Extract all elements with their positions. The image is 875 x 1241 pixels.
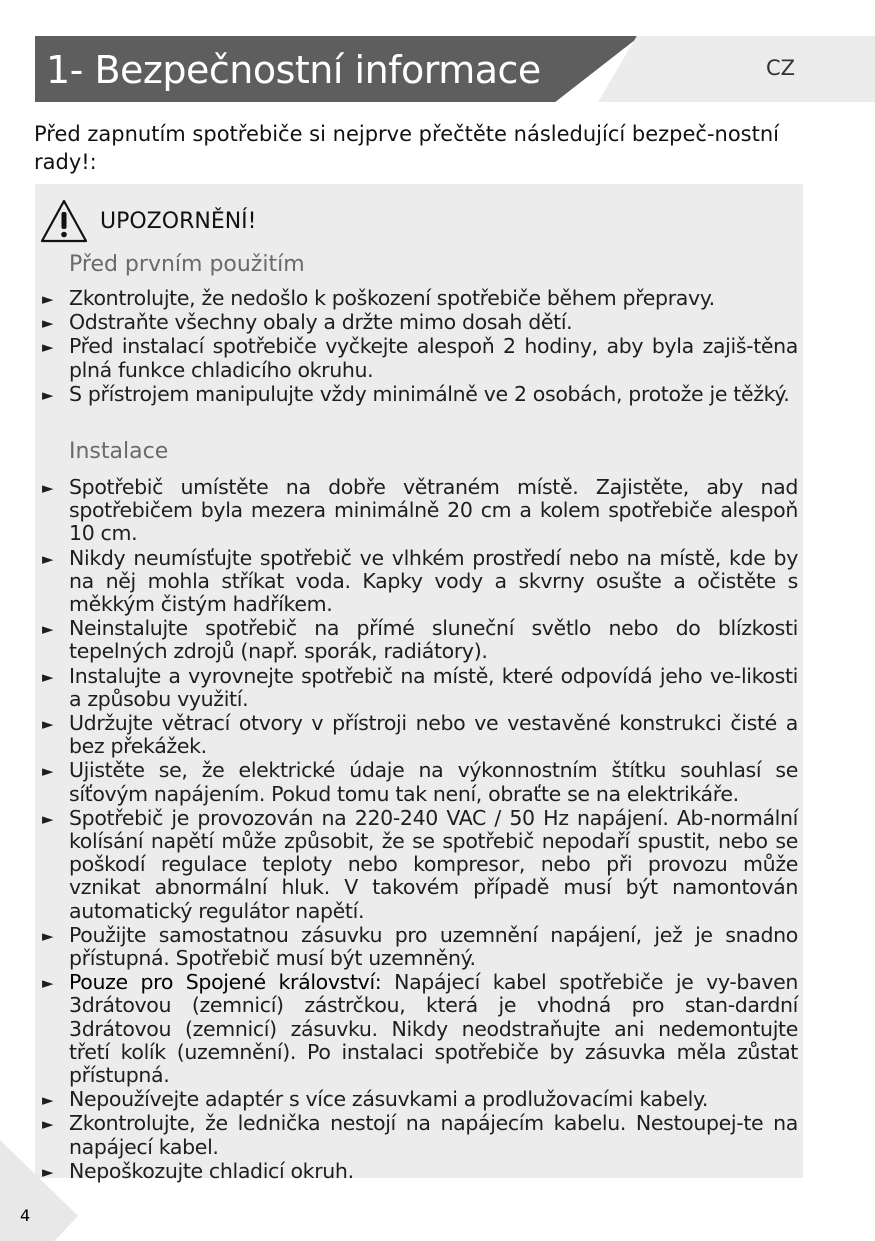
list-item: ► Nikdy neumísťujte spotřebič ve vlhkém prostředí nebo na místě, kde by na něj mohla stříkat voda. Kapky vody a skvrny osušte a očistěte s měkkým čistým hadříkem. (42, 545, 798, 617)
list-item: ► Zkontrolujte, že nedošlo k poškození spotřebiče během přepravy. (42, 286, 715, 310)
list-item: ► Odstraňte všechny obaly a držte mimo dosah dětí. (42, 310, 573, 335)
bullet-icon: ► (42, 290, 54, 308)
list-item: ► Před instalací spotřebiče vyčkejte alespoň 2 hodiny, aby byla zajiš-těna plná funkce chladicího okruhu. (42, 334, 798, 382)
bullet-icon: ► (42, 338, 54, 357)
uk-lead: Pouze pro Spojené království: (69, 970, 382, 995)
warning-row (40, 196, 256, 246)
language-tab (598, 36, 875, 102)
list-item: ► Spotřebič je provozován na 220-240 VAC / 50 Hz napájení. Ab-normální kolísání napětí může způsobit, že se spotřebič nepodaří spustit, nebo se poškodí regulace teploty nebo kompresor, nebo při provozu může vznikat abnormální hluk. V takovém případě musí být namontován automatický regulátor napětí. (42, 805, 798, 923)
bullet-icon: ► (42, 620, 54, 639)
language-code: CZ (766, 56, 796, 80)
list-item: ► Udržujte větrací otvory v přístroji nebo ve vestavěné konstrukci čisté a bez překážek. (42, 711, 798, 759)
bullet-icon: ► (42, 1115, 54, 1134)
warning-label: UPOZORNĚNÍ! (100, 208, 257, 234)
list-item: ► Zkontrolujte, že lednička nestojí na napájecím kabelu. Nestoupej-te na napájecí kabel. (42, 1111, 798, 1159)
bullet-icon: ► (42, 667, 54, 686)
bullet-icon: ► (42, 1091, 54, 1110)
bullet-icon: ► (42, 974, 54, 993)
page-number: 4 (20, 1206, 31, 1225)
bullet-icon: ► (42, 809, 54, 828)
first-use-list (38, 287, 798, 406)
bullet-icon: ► (42, 549, 54, 568)
bullet-icon: ► (42, 314, 54, 333)
list-item-uk (38, 971, 798, 1087)
bullet-icon: ► (42, 926, 54, 945)
section-heading-installation: Instalace (69, 439, 169, 464)
bullet-icon: ► (42, 715, 54, 734)
bullet-icon: ► (42, 385, 54, 404)
page-title: 1- Bezpečnostní informace (46, 48, 541, 92)
section-heading-first-use: Před prvním použitím (69, 252, 305, 277)
intro-text: Před zapnutím spotřebiče si nejprve přečtěte následující bezpeč-nostní rady!: (34, 122, 779, 174)
list-item: ► S přístrojem manipulujte vždy minimálně ve 2 osobách, protože je těžký. (42, 381, 790, 406)
warning-triangle-icon (40, 198, 88, 244)
bullet-icon: ► (42, 479, 54, 497)
list-item: ► Instalujte a vyrovnejte spotřebič na místě, které odpovídá jeho ve-likosti a způsobu využití. (42, 663, 798, 711)
uk-text: Napájecí kabel spotřebiče je vy-baven 3drátovou (zemnicí) zástrčkou, která je vhodná pro stan-dardní 3drátovou (zemnicí) zásuvku. Nikdy neodstraňujte ani nedemontujte třetí kolík (uzemnění). Po instalaci spotřebiče by zásuvka měla zůstat přístupná. (69, 970, 798, 1088)
bullet-icon: ► (42, 1162, 54, 1181)
list-item: ► Nepoužívejte adaptér s více zásuvkami a prodlužovacími kabely. (42, 1087, 708, 1112)
list-item: ► Použijte samostatnou zásuvku pro uzemnění napájení, jež je snadno přístupná. Spotřebič musí být uzemněný. (42, 922, 798, 971)
bullet-icon: ► (42, 762, 54, 781)
installation-list (38, 476, 798, 1183)
list-item: ► Spotřebič umístěte na dobře větraném místě. Zajistěte, aby nad spotřebičem byla mezera minimálně 20 cm a kolem spotřebiče alespoň 10 cm. (42, 475, 798, 546)
list-item: ► Nepoškozujte chladicí okruh. (42, 1158, 354, 1183)
list-item: ► Ujistěte se, že elektrické údaje na výkonnostním štítku souhlasí se síťovým napájením. Pokud tomu tak není, obraťte se na elektrikáře. (42, 758, 798, 806)
list-item: ► Neinstalujte spotřebič na přímé sluneční světlo nebo do blízkosti tepelných zdrojů (např. sporák, radiátory). (42, 616, 798, 664)
